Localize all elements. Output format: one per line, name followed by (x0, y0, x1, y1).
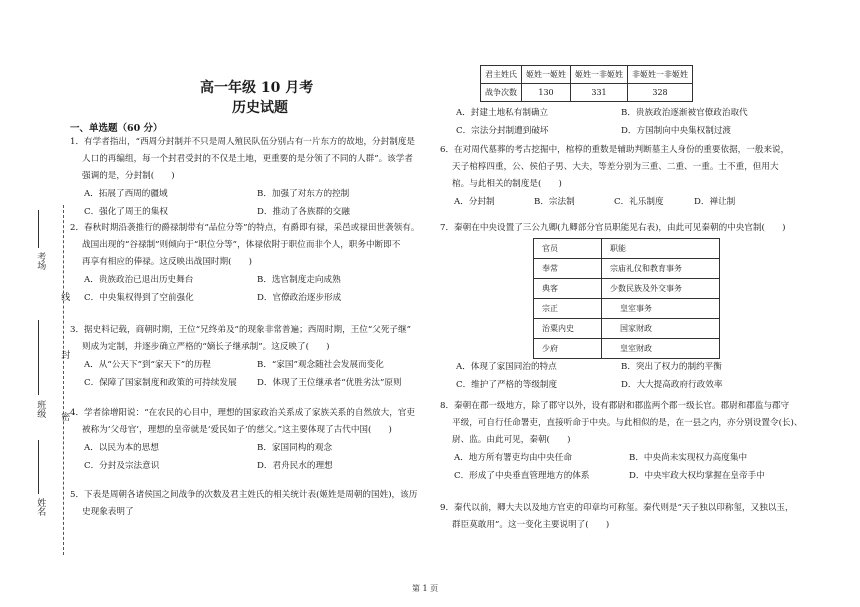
binding-margin (0, 0, 70, 607)
table-cell: 331 (571, 84, 628, 102)
table-header-cell: 君主姓氏 (481, 66, 522, 84)
option-d[interactable]: D．禅让制 (694, 197, 736, 207)
table-row (481, 84, 693, 102)
table-header-cell: 姬姓一姬姓 (522, 66, 571, 84)
question-text: 9．秦代以前，卿大夫以及地方官吏的印章均可称玺。秦代则是“天子独以印称玺，又独以玉， (440, 503, 794, 513)
option-c[interactable]: C．礼乐制度 (614, 197, 664, 207)
option-c[interactable]: C．维护了严格的等级制度 (456, 380, 558, 390)
question-3 (70, 322, 430, 392)
binding-seal-char: 封 (59, 350, 70, 359)
question-2 (70, 220, 430, 307)
table-cell: 130 (522, 84, 571, 102)
option-a[interactable]: A．地方所有署吏均由中央任命 (454, 453, 572, 463)
table-row (481, 66, 693, 84)
table-cell: 国家财政 (602, 319, 720, 339)
options-row (70, 203, 430, 221)
option-a[interactable]: A．以民为本的思想 (84, 443, 159, 453)
exam-room-blank (38, 210, 39, 248)
officials-table (533, 238, 720, 359)
options-row (440, 467, 820, 485)
table-header-cell: 非姬姓一非姬姓 (628, 66, 693, 84)
option-c[interactable]: C．形成了中央垂直管理地方的体系 (454, 471, 590, 481)
exam-room-label: 考场 (35, 252, 46, 270)
option-c[interactable]: C．分封及宗法意识 (84, 461, 160, 471)
option-d[interactable]: D．大大提高政府行政效率 (621, 380, 723, 390)
war-statistics-table (480, 65, 693, 102)
table-row (534, 299, 720, 319)
table-cell: 皇室财政 (602, 339, 720, 359)
table-row (534, 259, 720, 279)
class-label: 班级 (35, 400, 46, 418)
exam-subtitle: 历史试题 (232, 100, 288, 116)
option-c[interactable]: C．中央集权得到了空前强化 (84, 293, 194, 303)
table-header-cell: 职能 (602, 239, 720, 259)
option-c[interactable]: C．保障了国家制度和政策的可持续发展 (84, 378, 237, 388)
question-text: 则成为定制，并逐步确立严格的“嫡长子继承制”。这反映了( ) (82, 342, 330, 352)
table-row (534, 279, 720, 299)
question-text: 群臣莫敢用”。这一变化主要说明了( ) (452, 520, 610, 530)
options-row (70, 374, 430, 392)
question-text: 3．据史料记载，商朝时期，王位“兄终弟及”的现象非常普遍；西周时期，王位“父死子继” (70, 325, 412, 335)
table-row (534, 239, 720, 259)
options-row (448, 376, 828, 394)
options-row (70, 457, 430, 475)
options-row (70, 185, 430, 203)
question-7-options (448, 358, 828, 394)
question-text: 棺。与此相关的制度是( ) (452, 179, 562, 189)
question-text: 天子棺椁四重，公、侯伯子男、大夫，等差分别为三重、二重、一重。士不重，但用大 (452, 162, 779, 172)
option-c[interactable]: C．强化了周王的集权 (84, 207, 168, 217)
option-d[interactable]: D．推动了各族群的交融 (257, 207, 350, 217)
option-b[interactable]: B．加强了对东方的控制 (257, 189, 350, 199)
options-row (448, 104, 828, 122)
question-9 (440, 500, 820, 534)
table-cell: 战争次数 (481, 84, 522, 102)
option-b[interactable]: B．“家国”观念随社会发展而变化 (257, 360, 384, 370)
question-text: 8．秦朝在郡一级地方，除了郡守以外，设有郡尉和郡监两个郡一级长官。郡尉和郡监与郡守 (440, 401, 790, 411)
option-d[interactable]: D．君舟民水的理想 (257, 461, 333, 471)
option-b[interactable]: B．中央尚未实现权力高度集中 (629, 453, 748, 463)
class-blank (38, 320, 39, 395)
options-row (448, 122, 828, 140)
table-cell: 皇室事务 (602, 299, 720, 319)
question-text: 尉、监。由此可见，秦朝( ) (452, 435, 571, 445)
option-b[interactable]: B．家国同构的观念 (257, 443, 333, 453)
section-heading: 一、单选题（60 分） (70, 123, 163, 134)
option-b[interactable]: B．选官制度走向成熟 (257, 275, 341, 285)
table-cell: 宗正 (534, 299, 602, 319)
option-b[interactable]: B．突出了权力的制约平衡 (621, 362, 722, 372)
question-text: 人口的再编组，每一个封君受封的不仅是土地，更重要的是分领了不同的人群”。该学者 (82, 154, 413, 164)
option-a[interactable]: A．拓展了西周的疆域 (84, 189, 168, 199)
option-d[interactable]: D．体现了王位继承者“优胜劣汰”原则 (257, 378, 402, 388)
question-text: 1．有学者指出，“西周分封制并不只是周人殖民队伍分别占有一片东方的故地，分封制度是 (70, 137, 416, 147)
options-row (448, 358, 828, 376)
option-d[interactable]: D．中央牢政大权均掌握在皇帝手中 (629, 471, 765, 481)
option-a[interactable]: A．封建土地私有制确立 (456, 108, 549, 118)
binding-secret-char: 密 (59, 412, 70, 421)
table-cell: 典客 (534, 279, 602, 299)
option-a[interactable]: A．分封制 (454, 197, 495, 207)
table-cell: 328 (628, 84, 693, 102)
table-row (534, 319, 720, 339)
exam-title: 高一年级 10 月考 (200, 80, 314, 96)
question-text: 史现象表明了 (82, 507, 134, 517)
table-cell: 治粟内史 (534, 319, 602, 339)
options-row (70, 271, 430, 289)
option-d[interactable]: D．方国制向中央集权制过渡 (621, 126, 732, 136)
option-b[interactable]: B．宗法制 (534, 197, 575, 207)
question-8 (440, 398, 820, 485)
options-row (70, 289, 430, 307)
question-text: 2．春秋时期沿袭推行的爵禄制带有“品位分等”的特点，有爵即有禄，采邑或禄田世袭领有。 (70, 223, 420, 233)
table-cell: 宗庙礼仪和教育事务 (602, 259, 720, 279)
question-text: 7．秦朝在中央设置了三公九卿(九卿部分官员职能见右表)，由此可见秦朝的中央官制( ) (440, 223, 786, 233)
question-5 (70, 487, 430, 521)
table-cell: 少府 (534, 339, 602, 359)
option-a[interactable]: A．贵族政治已退出历史舞台 (84, 275, 194, 285)
question-text: 5．下表是周朝各诸侯国之间战争的次数及君主姓氏的相关统计表(姬姓是周朝的国姓)，该历 (70, 490, 418, 500)
options-row (440, 193, 820, 211)
table-row (534, 339, 720, 359)
name-label: 姓名 (35, 498, 46, 516)
option-a[interactable]: A．从“公天下”到“家天下”的历程 (84, 360, 211, 370)
option-a[interactable]: A．体现了家国同治的特点 (456, 362, 557, 372)
option-b[interactable]: B．贵族政治逐渐被官僚政治取代 (621, 108, 748, 118)
name-blank (38, 440, 39, 494)
question-4 (70, 405, 430, 475)
options-row (70, 439, 430, 457)
question-text: 强调的是，分封制( ) (82, 171, 175, 181)
question-text: 被称为‘父母官’，理想的皇帝就是‘爱民如子’的慈父。”这主要体现了古代中国( ) (82, 425, 392, 435)
options-row (440, 449, 820, 467)
table-header-cell: 姬姓一非姬姓 (571, 66, 628, 84)
binding-line-char: 线 (59, 292, 70, 301)
question-text: 4．学者徐增阳说：“在农民的心目中，理想的国家政治关系成了家族关系的自然放大，官吏 (70, 408, 416, 418)
table-cell: 奉常 (534, 259, 602, 279)
question-7 (440, 220, 820, 237)
page-number: 第 1 页 (412, 584, 439, 593)
option-c[interactable]: C．宗法分封制遭到破坏 (456, 126, 549, 136)
question-6 (440, 142, 820, 211)
question-text: 再享有相应的俸禄。这反映出战国时期( ) (82, 257, 252, 267)
table-header-cell: 官员 (534, 239, 602, 259)
question-text: 平级，可自行任命署吏，直接听命于中央。与此相似的是，在一县之内，亦分别设置令(长)、 (452, 418, 803, 428)
table-cell: 少数民族及外交事务 (602, 279, 720, 299)
question-text: 6．在对周代墓葬的考古挖掘中，棺椁的重数是辅助判断墓主人身份的重要依据，一般来说， (440, 145, 790, 155)
binding-dashed-line (63, 205, 64, 555)
question-1 (70, 134, 430, 221)
option-d[interactable]: D．官僚政治逐步形成 (257, 293, 342, 303)
question-5-options (448, 104, 828, 140)
options-row (70, 356, 430, 374)
question-text: 战国出现的“谷禄制”则倾向于“职位分等”，体禄依附于职位而非个人，职务中断即不 (82, 240, 401, 250)
